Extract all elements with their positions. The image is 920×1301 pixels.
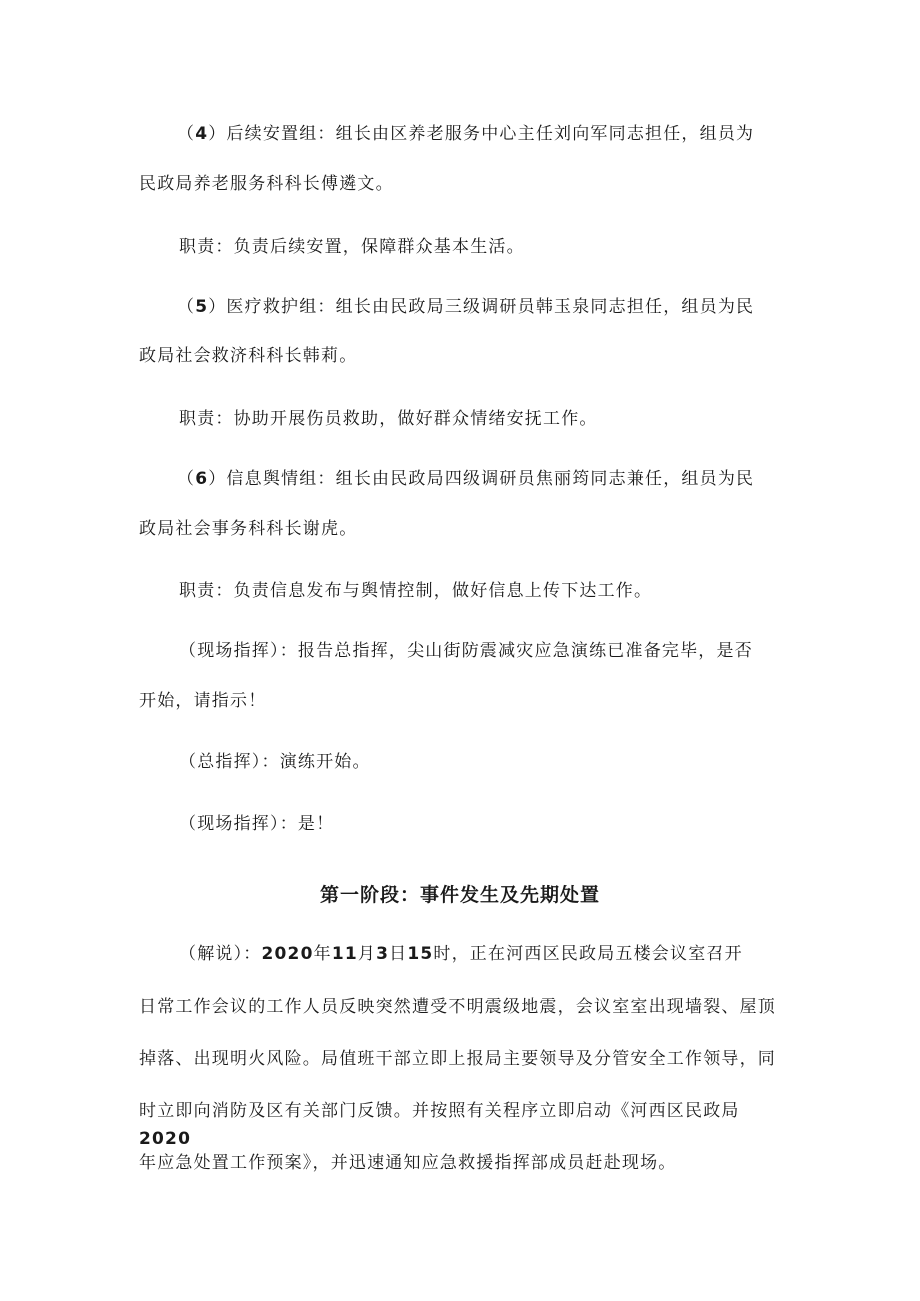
item-6-line-1: [139, 465, 789, 493]
paren-open: （: [177, 469, 196, 489]
item-number: 6: [195, 469, 209, 489]
item-text: ）后续安置组：组长由区养老服务中心主任刘向军同志担任，组员为: [208, 124, 755, 144]
paren-open: （: [177, 297, 196, 317]
item-4-line-2: 民政局养老服务科科长傅遴文。: [139, 174, 394, 194]
stage1-line-4: [139, 1097, 789, 1153]
item-6-line-2: 政局社会事务科科长谢虎。: [139, 519, 358, 539]
narration-label: （解说）：: [179, 944, 262, 964]
item-4-duty: [139, 233, 789, 261]
dialogue-line-1: [139, 637, 789, 665]
dialogue-text: （现场指挥）：报告总指挥，尖山街防震减灾应急演练已准备完毕，是否: [179, 641, 753, 661]
plan-year-number: 2020: [139, 1129, 192, 1149]
paren-open: （: [177, 124, 196, 144]
stage1-line-5: 年应急处置工作预案》，并迅速通知应急救援指挥部成员赶赴现场。: [139, 1153, 677, 1173]
dialogue-text: （总指挥）：演练开始。: [179, 752, 371, 772]
day-number: 3: [376, 944, 390, 964]
duty-text: 职责：负责信息发布与舆情控制，做好信息上传下达工作。: [179, 581, 653, 601]
item-text: ）医疗救护组：组长由民政局三级调研员韩玉泉同志担任，组员为民: [208, 297, 755, 317]
duty-text: 职责：负责后续安置，保障群众基本生活。: [179, 237, 525, 257]
stage1-line-2: 日常工作会议的工作人员反映突然遭受不明震级地震，会议室室出现墙裂、屋顶: [139, 997, 776, 1017]
item-4-line-1: [139, 120, 789, 148]
item-number: 4: [195, 124, 209, 144]
item-6-duty: [139, 577, 789, 605]
section-heading: 第一阶段：事件发生及先期处置: [319, 884, 600, 906]
dialogue-text: （现场指挥）：是！: [179, 814, 335, 834]
item-5-line-1: [139, 293, 789, 321]
dialogue-line-1-cont: 开始，请指示！: [139, 691, 267, 711]
item-5-duty: [139, 405, 789, 433]
month-unit: 月: [357, 944, 377, 964]
narration-text: 时立即向消防及区有关部门反馈。并按照有关程序立即启动《河西区民政局: [139, 1101, 740, 1121]
year-unit: 年: [313, 944, 332, 964]
hour-number: 15: [407, 944, 434, 964]
item-number: 5: [195, 297, 209, 317]
day-unit: 日: [389, 944, 408, 964]
duty-text: 职责：协助开展伤员救助，做好群众情绪安抚工作。: [179, 409, 598, 429]
item-5-line-2: 政局社会救济科科长韩莉。: [139, 346, 358, 366]
stage1-line-1: [139, 940, 789, 968]
dialogue-line-2: [139, 748, 789, 776]
item-text: ）信息舆情组：组长由民政局四级调研员焦丽筠同志兼任，组员为民: [208, 469, 755, 489]
month-number: 11: [331, 944, 358, 964]
stage1-line-3: 掉落、出现明火风险。局值班干部立即上报局主要领导及分管安全工作领导，同: [139, 1049, 776, 1069]
year-number: 2020: [261, 944, 314, 964]
dialogue-line-3: [139, 810, 789, 838]
narration-text: 时，正在河西区民政局五楼会议室召开: [433, 944, 743, 964]
